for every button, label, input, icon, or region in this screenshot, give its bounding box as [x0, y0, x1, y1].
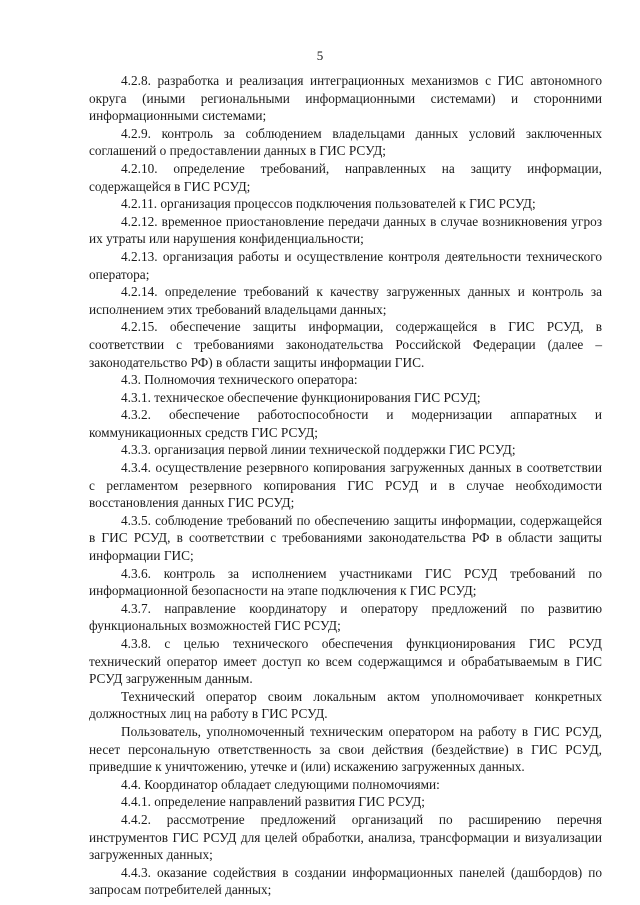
- paragraph-4-2-12: 4.2.12. временное приостановление передачи данных в случае возникновения угроз их утраты или нарушения конфиденциальности;: [89, 213, 602, 247]
- paragraph-4-2-15: 4.2.15. обеспечение защиты информации, содержащейся в ГИС РСУД, в соответствии с требованиями законодательства Российской Федерации (далее – законодательство РФ) в области защиты информации ГИС.: [89, 319, 602, 370]
- paragraph-4-2-10: 4.2.10. определение требований, направленных на защиту информации, содержащейся в ГИС РСУД;: [89, 160, 602, 194]
- paragraph-4-3-8: 4.3.8. с целью технического обеспечения функционирования ГИС РСУД технический оператор имеет доступ ко всем содержащимся и обрабатываемым в ГИС РСУД загруженным данным.: [89, 636, 602, 687]
- paragraph-4-3-6: 4.3.6. контроль за исполнением участниками ГИС РСУД требований по информационной безопасности на этапе подключения к ГИС РСУД;: [89, 565, 602, 599]
- paragraph-operator-authorization: Технический оператор своим локальным актом уполномочивает конкретных должностных лиц на работу в ГИС РСУД.: [89, 688, 602, 722]
- paragraph-4-2-11: 4.2.11. организация процессов подключения пользователей к ГИС РСУД;: [121, 196, 536, 212]
- paragraph-4-2-13: 4.2.13. организация работы и осуществление контроля деятельности технического оператора;: [89, 248, 602, 282]
- paragraph-4-3-1: 4.3.1. техническое обеспечение функционирования ГИС РСУД;: [121, 389, 481, 405]
- paragraph-4-2-9: 4.2.9. контроль за соблюдением владельцами данных условий заключенных соглашений о предоставлении данных в ГИС РСУД;: [89, 125, 602, 159]
- paragraph-4-4-2: 4.4.2. рассмотрение предложений организаций по расширению перечня инструментов ГИС РСУД для целей обработки, анализа, трансформации и визуализации загруженных данных;: [89, 811, 602, 863]
- paragraph-4-3-5: 4.3.5. соблюдение требований по обеспечению защиты информации, содержащейся в ГИС РСУД, в соответствии с требованиями законодательства РФ в области защиты информации ГИС;: [89, 512, 602, 564]
- document-body: [89, 72, 602, 899]
- section-4-4-heading: 4.4. Координатор обладает следующими полномочиями:: [121, 776, 440, 792]
- paragraph-4-3-2: 4.3.2. обеспечение работоспособности и модернизации аппаратных и коммуникационных средств ГИС РСУД;: [89, 407, 602, 440]
- paragraph-4-4-1: 4.4.1. определение направлений развития ГИС РСУД;: [121, 794, 425, 810]
- paragraph-4-3-7: 4.3.7. направление координатору и оператору предложений по развитию функциональных возможностей ГИС РСУД;: [89, 600, 602, 634]
- paragraph-4-3-3: 4.3.3. организация первой линии технической поддержки ГИС РСУД;: [121, 442, 516, 458]
- paragraph-user-responsibility: Пользователь, уполномоченный техническим оператором на работу в ГИС РСУД, несет персональную ответственность за свои действия (бездействие) в ГИС РСУД, приведшие к уничтожению, утечке и (или) искажению загруженных данных.: [89, 723, 602, 775]
- paragraph-4-2-14: 4.2.14. определение требований к качеству загруженных данных и контроль за исполнением этих требований владельцами данных;: [89, 284, 602, 317]
- paragraph-4-3-4: 4.3.4. осуществление резервного копирования загруженных данных в соответствии с регламентом резервного копирования ГИС РСУД и в случае необходимости восстановления данных ГИС РСУД;: [89, 460, 602, 511]
- paragraph-4-2-8: 4.2.8. разработка и реализация интеграционных механизмов с ГИС автономного округа (иными региональными информационными системами) и сторонними информационными системами;: [89, 73, 602, 124]
- page-number: 5: [316, 48, 324, 63]
- paragraph-4-4-3: 4.4.3. оказание содействия в создании информационных панелей (дашбордов) по запросам потребителей данных;: [89, 864, 602, 898]
- section-4-3-heading: 4.3. Полномочия технического оператора:: [121, 372, 358, 388]
